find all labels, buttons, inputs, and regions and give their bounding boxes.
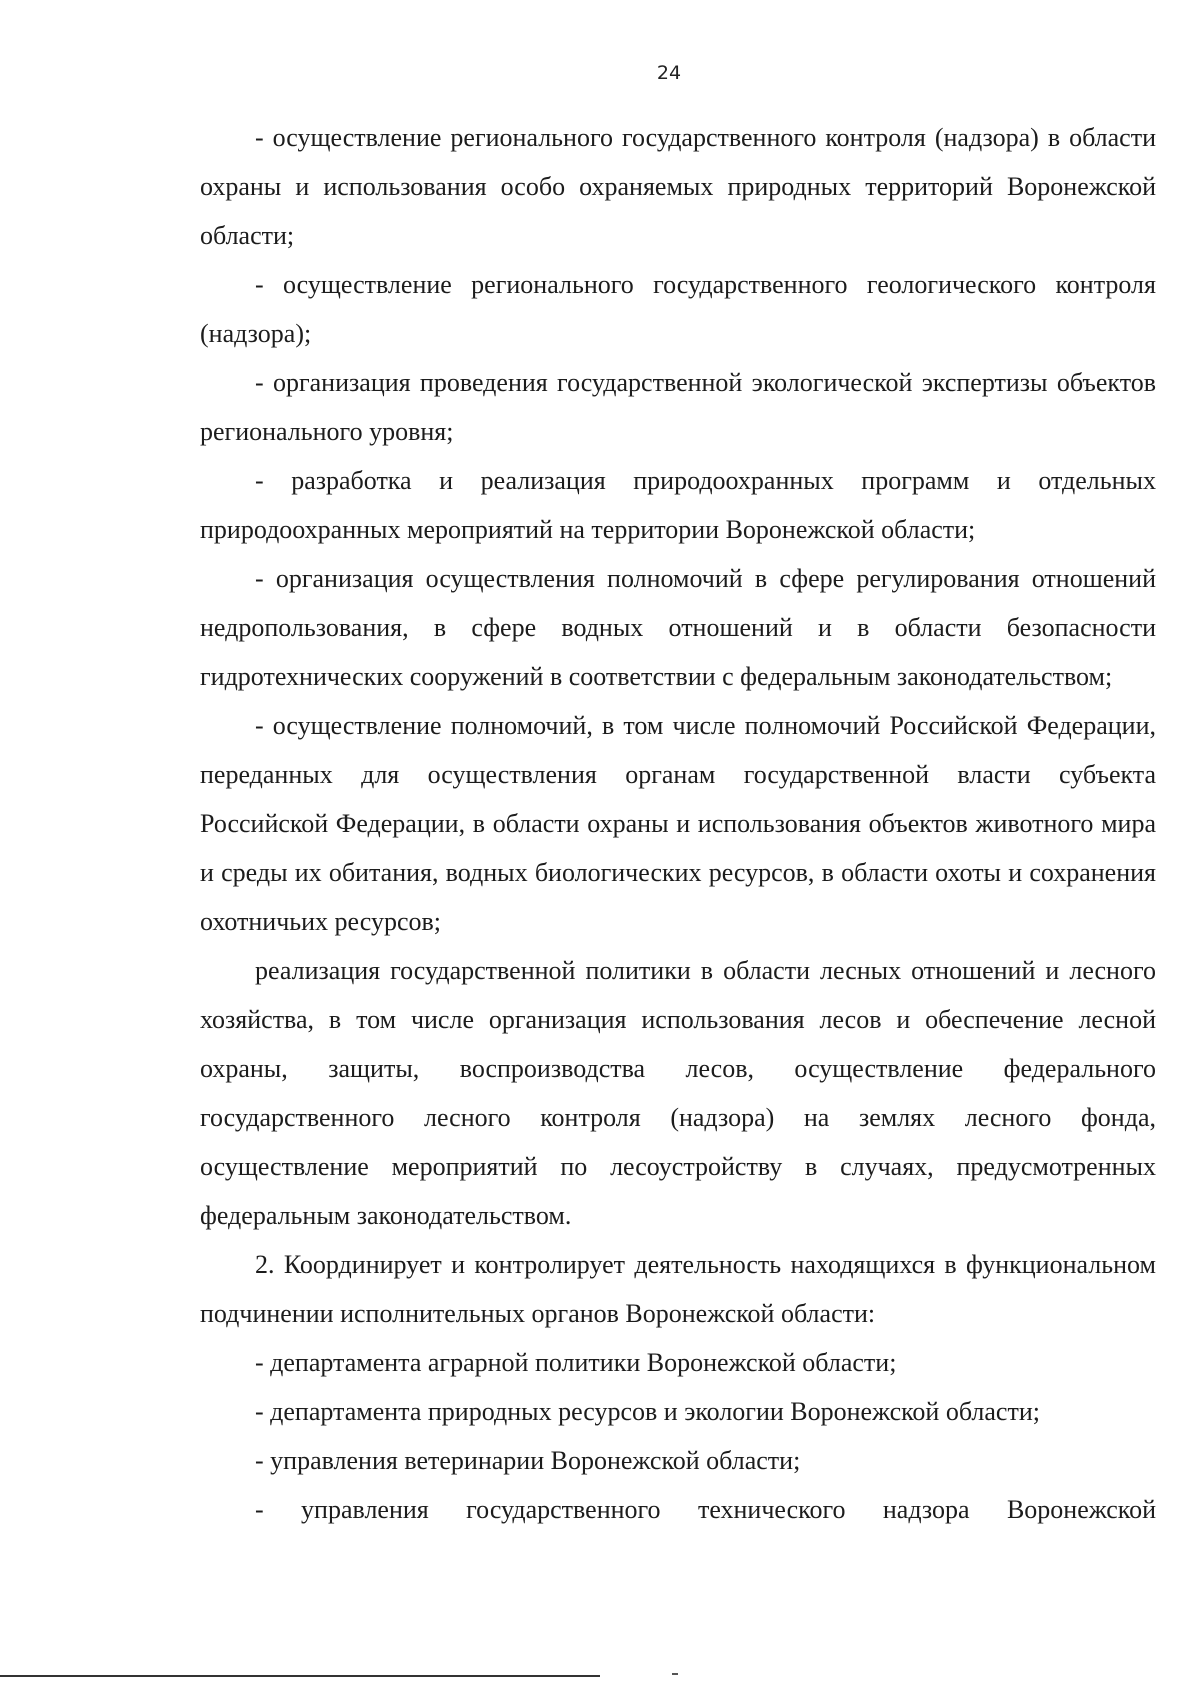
list-item-technical-supervision-directorate: - управления государственного технического надзора Воронежской bbox=[255, 1495, 1156, 1524]
paragraph-geological-control: - осуществление регионального государственного геологического контроля (надзора); bbox=[200, 270, 1156, 348]
list-item-agrarian-policy-department: - департамента аграрной политики Воронежской области; bbox=[255, 1348, 897, 1377]
paragraph-subsoil-water-relations: - организация осуществления полномочий в сфере регулирования отношений недропользования, в сфере водных отношений и в области безопасности гидротехнических сооружений в соответствии с федеральным законодательством; bbox=[200, 564, 1156, 691]
paragraph-environmental-programs: - разработка и реализация природоохранных программ и отдельных природоохранных мероприятий на территории Воронежской области; bbox=[200, 466, 1156, 544]
paragraph-coordination-item-2: 2. Координирует и контролирует деятельность находящихся в функциональном подчинении исполнительных органов Воронежской области: bbox=[200, 1250, 1156, 1328]
paragraph-forest-policy: реализация государственной политики в области лесных отношений и лесного хозяйства, в том числе организация использования лесов и обеспечение лесной охраны, защиты, воспроизводства лесов, осуществление федерального государственного лесного контроля (надзора) на землях лесного фонда, осуществление мероприятий по лесоустройству в случаях, предусмотренных федеральным законодательством. bbox=[200, 956, 1156, 1230]
page-number: 24 bbox=[656, 62, 682, 84]
paragraph-regional-control-protected-areas: - осуществление регионального государственного контроля (надзора) в области охраны и использования особо охраняемых природных территорий Воронежской области; bbox=[200, 123, 1156, 250]
paragraph-ecological-expertise: - организация проведения государственной экологической экспертизы объектов регионального уровня; bbox=[200, 368, 1156, 446]
list-item-veterinary-directorate: - управления ветеринарии Воронежской области; bbox=[255, 1446, 801, 1475]
footer-mark bbox=[672, 1673, 678, 1675]
list-item-natural-resources-department: - департамента природных ресурсов и экологии Воронежской области; bbox=[255, 1397, 1040, 1426]
document-body bbox=[200, 113, 1156, 1534]
paragraph-wildlife-powers: - осуществление полномочий, в том числе полномочий Российской Федерации, переданных для осуществления органам государственной власти субъекта Российской Федерации, в области охраны и использования объектов животного мира и среды их обитания, водных биологических ресурсов, в области охоты и сохранения охотничьих ресурсов; bbox=[200, 711, 1156, 936]
footer-rule bbox=[0, 1675, 600, 1677]
